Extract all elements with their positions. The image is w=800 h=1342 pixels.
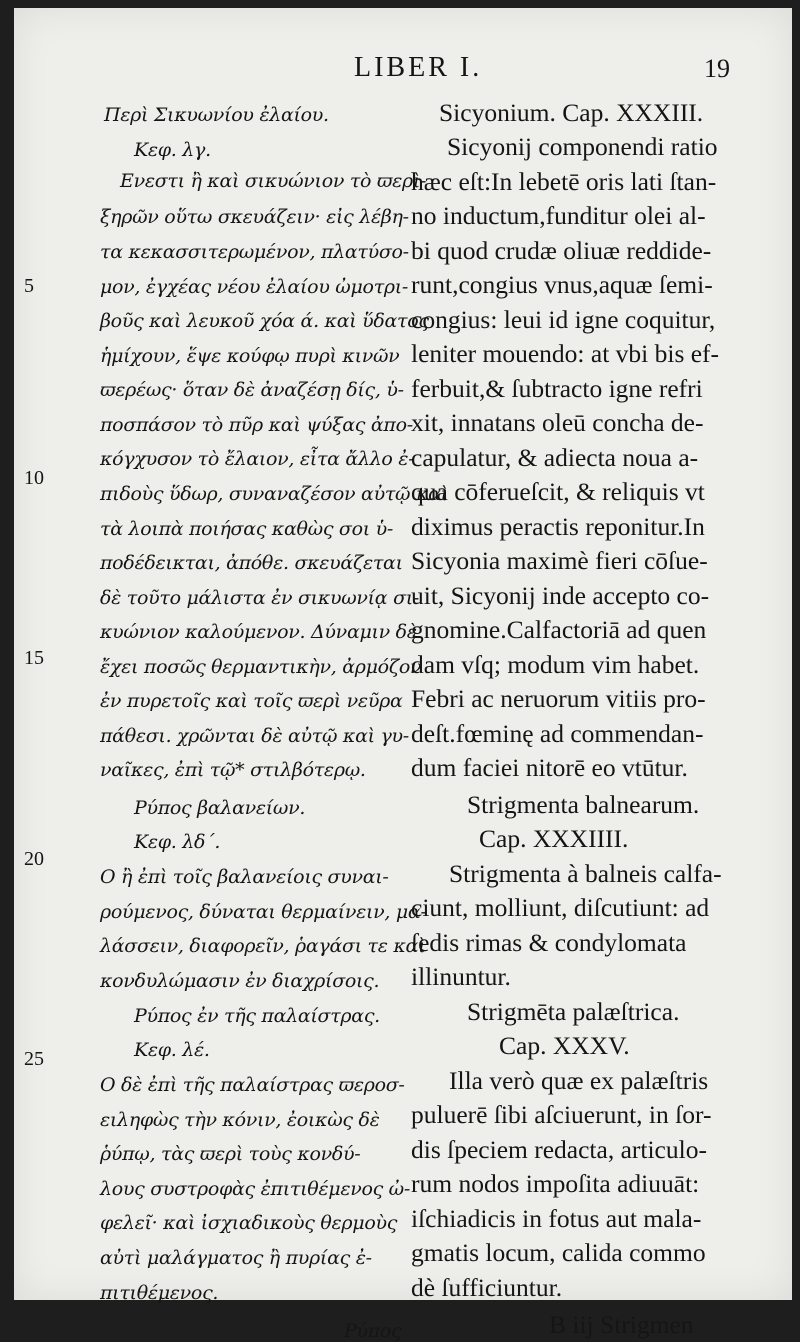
greek-text-line: πάθεσι. χρῶνται δὲ αὐτῷ καὶ γυ- [100,725,409,747]
latin-text-line: iſchiadicis in fotus aut mala- [411,1204,702,1233]
greek-text-line: λους συστροφὰς ἐπιτιθέμενος ὠ- [100,1178,410,1200]
greek-text-line: δὲ τοῦτο μάλιστα ἐν σικυωνίᾳ σι- [100,587,420,609]
latin-text-line: no inductum,funditur olei al- [411,201,706,230]
latin-text-line: deſt.fœminę ad commendan- [411,719,704,748]
greek-text-line: ειληφὼς τὴν κόνιν, ἐοικὼς δὲ [100,1109,380,1131]
latin-text-line: Strigmenta à balneis calfa- [449,859,722,888]
greek-text-line: τὰ λοιπὰ ποιήσας καθὼς σοι ὑ- [100,518,393,540]
latin-signature-catchword: B iij Strigmen [549,1310,694,1339]
latin-text-line: capulatur, & adiecta noua a- [411,443,699,472]
margin-line-number: 5 [24,275,34,297]
greek-chapter-number: Κεφ. λγ. [134,139,211,161]
margin-line-number: 25 [24,1048,44,1070]
latin-text-line: uit, Sicyonij inde accepto co- [411,581,710,610]
latin-text-line: bi quod crudæ oliuæ reddide- [411,236,712,265]
greek-text-line: ϖερέως· ὅταν δὲ ἀναζέσῃ δίς, ὑ- [100,379,404,401]
latin-text-line: Sicyonia maximè fieri cōſue- [411,546,708,575]
latin-text-line: dis ſpeciem redacta, articulo- [411,1135,707,1164]
latin-text-line: Febri ac neruorum vitiis pro- [411,684,706,713]
greek-text-line: τα κεκασσιτερωμένον, πλατύσο- [100,241,409,263]
latin-text-line: ciunt, molliunt, diſcutiunt: ad [411,893,710,922]
greek-text-line: ξηρῶν οὕτω σκευάζειν· εἰς λέβη- [100,206,409,228]
margin-line-number: 20 [24,848,44,870]
greek-text-line: ποσπάσον τὸ πῦρ καὶ ψύξας ἀπο- [100,414,413,436]
greek-text-line: κυώνιον καλούμενον. Δύναμιν δὲ [100,621,417,643]
greek-text-line: αὐτὶ μαλάγματος ἢ πυρίας ἐ- [100,1247,372,1269]
greek-text-line: κονδυλώμασιν ἐν διαχρίσοις. [100,970,380,992]
latin-text-line: dam vſq; modum vim habet. [411,650,700,679]
latin-text-line: gmatis locum, calida commo [411,1238,706,1267]
latin-section-heading: Strigmenta balnearum. [467,790,700,819]
latin-text-line: leniter mouendo: at vbi bis ef- [411,339,720,368]
latin-chapter-number: Cap. XXXV. [499,1031,630,1060]
greek-text-line: βοῦς καὶ λευκοῦ χόα ά. καὶ ὕδατος [100,310,429,332]
greek-text-line: ἡμίχουν, ἕψε κούφῳ πυρὶ κινῶν [100,345,400,367]
greek-text-line: ποδέδεικται, ἀπόθε. σκευάζεται [100,552,403,574]
greek-text-line: Ο ἢ ἐπὶ τοῖς βαλανείοις συναι- [100,866,389,888]
latin-text-line: hæc eſt:In lebetē oris lati ſtan- [411,167,717,196]
greek-text-line: πιδοὺς ὕδωρ, συναναζέσον αὐτῷ καὶ [100,483,448,505]
latin-text-line: Sicyonij componendi ratio [447,132,718,161]
latin-text-line: illinuntur. [411,962,511,991]
greek-text-line: Ο δὲ ἐπὶ τῆς παλαίστρας ϖεροσ- [100,1074,405,1096]
latin-section-heading: Sicyonium. Cap. XXXIII. [439,98,704,127]
latin-text-line: ſedis rimas & condylomata [411,928,687,957]
book-title: LIBER I. [354,52,483,83]
latin-text-line: ferbuit,& ſubtracto igne refri [411,374,703,403]
greek-section-heading: Ρύπος ἐν τῆς παλαίστρας. [134,1005,380,1027]
latin-text-line: puluerē ſibi aſciuerunt, in ſor- [411,1100,712,1129]
greek-text-line: ρούμενος, δύναται θερμαίνειν, μα- [100,901,427,923]
latin-section-heading: Strigmēta palæſtrica. [467,997,680,1026]
greek-text-line: λάσσειν, διαφορεῖν, ῥαγάσι τε καὶ [100,935,426,957]
latin-text-line: dum faciei nitorē eo vtūtur. [411,753,688,782]
greek-text-line: Ενεστι ἢ καὶ σικυώνιον τὸ ϖερὶ- [120,170,427,192]
margin-line-number: 15 [24,647,44,669]
latin-text-line: xit, innatans oleū concha de- [411,408,704,437]
greek-text-line: ναῖκες, ἐπὶ τῷ* στιλβότερῳ. [100,759,366,781]
margin-line-number: 10 [24,467,44,489]
greek-text-line: φελεῖ· καὶ ἰσχιαδικοὺς θερμοὺς [100,1212,398,1234]
latin-text-line: congius: leui id igne coquitur, [411,305,716,334]
greek-text-line: ῥύπῳ, τὰς ϖερὶ τοὺς κονδύ- [100,1143,361,1165]
page-number: 19 [704,54,730,83]
running-head [14,42,792,92]
greek-chapter-number: Κεφ. λδ΄. [134,831,221,853]
greek-section-heading: Περὶ Σικυωνίου ἐλαίου. [104,104,329,126]
latin-text-line: dè ſufficiuntur. [411,1273,563,1302]
latin-text-line: qua cōferueſcit, & reliquis vt [411,477,705,506]
greek-catchword: Ρύπος [344,1320,402,1342]
greek-text-line: πιτιθέμενος. [100,1282,219,1304]
latin-chapter-number: Cap. XXXIIII. [479,824,629,853]
greek-text-line: κόγχυσον τὸ ἔλαιον, εἶτα ἄλλο ἐ- [100,448,415,470]
latin-text-line: runt,congius vnus,aquæ ſemi- [411,270,713,299]
latin-text-line: gnomine.Calfactoriā ad quen [411,615,707,644]
book-page [14,8,792,1342]
greek-text-line: ἔχει ποσῶς θερμαντικὴν, ἀρμόζον [100,656,422,678]
greek-text-line: ἐν πυρετοῖς καὶ τοῖς ϖερὶ νεῦρα [100,690,403,712]
latin-text-line: rum nodos impoſita adiuuāt: [411,1169,700,1198]
latin-text-line: diximus peractis reponitur.In [411,512,705,541]
greek-text-line: μον, ἐγχέας νέου ἐλαίου ὠμοτρι- [100,276,409,298]
latin-text-line: Illa verò quæ ex palæſtris [449,1066,709,1095]
greek-chapter-number: Κεφ. λέ. [134,1039,210,1061]
greek-section-heading: Ρύπος βαλανείων. [134,797,306,819]
